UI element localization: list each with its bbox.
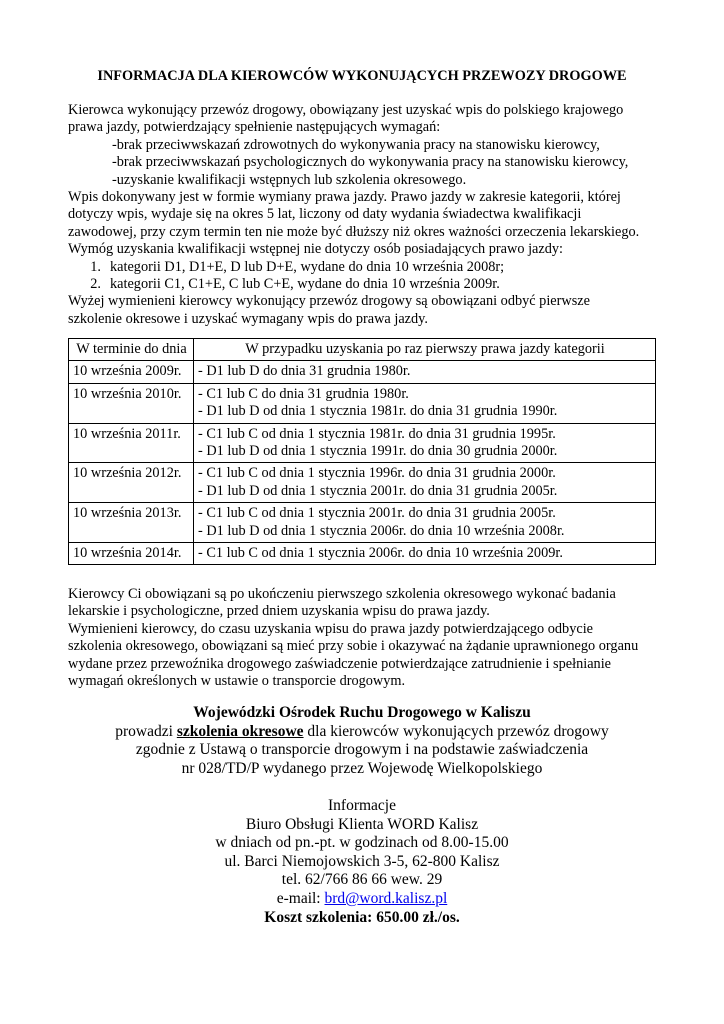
- email-label: e-mail:: [276, 889, 325, 907]
- requirement-item: -brak przeciwwskazań psychologicznych do wykonywania pracy na stanowisku kierowcy,: [112, 154, 629, 171]
- intro-line: prawa jazdy, potwierdzający spełnienie następujących wymagań:: [68, 119, 441, 136]
- paragraph-line: Wymienieni kierowcy, do czasu uzyskania wpisu do prawa jazdy potwierdzającego odbycie: [68, 620, 594, 637]
- paragraph-line: lekarskie i psychologiczne, przed dniem uzyskania wpisu do prawa jazdy.: [68, 603, 490, 620]
- paragraph-line: Kierowcy Ci obowiązani są po ukończeniu pierwszego szkolenia okresowego wykonać badania: [68, 586, 616, 602]
- exemption-list: [68, 259, 668, 294]
- exemption-number: 2.: [90, 276, 101, 293]
- office-email-line: [68, 890, 656, 909]
- table-header-row: [69, 339, 656, 361]
- category-line: - C1 lub C od dnia 1 stycznia 1981r. do dnia 31 grudnia 1995r.: [198, 425, 556, 442]
- row-date: 10 września 2014r.: [69, 543, 194, 565]
- table-row: [69, 423, 656, 463]
- row-categories: [194, 543, 656, 565]
- paragraph-line: wymagań określonych w ustawie o transporcie drogowym.: [68, 673, 406, 690]
- category-line: - C1 lub C do dnia 31 grudnia 1980r.: [198, 385, 409, 402]
- row-date: 10 września 2010r.: [69, 383, 194, 423]
- paragraph-line: Wpis dokonywany jest w formie wymiany prawa jazdy. Prawo jazdy w zakresie kategorii, której: [68, 189, 621, 206]
- row-categories: [194, 361, 656, 383]
- column-header-date: W terminie do dnia: [69, 339, 194, 361]
- row-categories: [194, 383, 656, 423]
- requirement-item: -uzyskanie kwalifikacji wstępnych lub szkolenia okresowego.: [112, 171, 467, 188]
- paragraph-line: szkolenia okresowego, obowiązani są mieć przy sobie i okazywać na żądanie uprawnionego organu: [68, 638, 639, 655]
- office-name: Biuro Obsługi Klienta WORD Kalisz: [245, 815, 479, 833]
- paragraph-line: Wyżej wymienieni kierowcy wykonujący przewóz drogowy są obowiązani odbyć pierwsze: [68, 293, 590, 310]
- table-row: [69, 383, 656, 423]
- table-row: [69, 463, 656, 503]
- table-row: [69, 543, 656, 565]
- training-prefix: prowadzi: [115, 722, 177, 740]
- category-line: - D1 lub D od dnia 1 stycznia 2006r. do dnia 10 września 2008r.: [198, 522, 565, 539]
- category-line: - D1 lub D do dnia 31 grudnia 1980r.: [198, 363, 411, 380]
- category-line: - D1 lub D od dnia 1 stycznia 2001r. do dnia 31 grudnia 2005r.: [198, 482, 558, 499]
- paragraph-line: Wymóg uzyskania kwalifikacji wstępnej nie dotyczy osób posiadających prawo jazdy:: [68, 241, 564, 258]
- organization-name: Wojewódzki Ośrodek Ruchu Drogowego w Kaliszu: [193, 704, 531, 721]
- word-info-block: [68, 704, 656, 927]
- paragraph-line: dotyczy wpis, wydaje się na okres 5 lat, liczony od daty wydania świadectwa kwalifikacji: [68, 206, 582, 223]
- schedule-table: [68, 338, 656, 565]
- table-row: [69, 361, 656, 383]
- office-address: ul. Barci Niemojowskich 3-5, 62-800 Kalisz: [224, 852, 500, 870]
- office-phone: tel. 62/766 86 66 wew. 29: [281, 871, 443, 889]
- row-date: 10 września 2012r.: [69, 463, 194, 503]
- email-link[interactable]: brd@word.kalisz.pl: [324, 889, 448, 907]
- category-line: - C1 lub C od dnia 1 stycznia 2001r. do dnia 31 grudnia 2005r.: [198, 505, 556, 522]
- paragraph-line: wydane przez przewoźnika drogowego zaświadczenie potwierdzające zatrudnienie i spełnianie: [68, 655, 612, 672]
- training-line: [68, 723, 656, 742]
- spacer: [68, 778, 656, 797]
- row-categories: [194, 423, 656, 463]
- document-title: INFORMACJA DLA KIEROWCÓW WYKONUJĄCYCH PRZEWOZY DROGOWE: [97, 68, 627, 84]
- exemption-number: 1.: [90, 258, 101, 275]
- info-heading: Informacje: [328, 796, 396, 814]
- exemption-item: [68, 259, 668, 276]
- category-line: - D1 lub D od dnia 1 stycznia 1991r. do dnia 30 grudnia 2000r.: [198, 443, 558, 460]
- legal-basis-line: zgodnie z Ustawą o transporcie drogowym i na podstawie zaświadczenia: [135, 741, 589, 759]
- category-line: - C1 lub C od dnia 1 stycznia 1996r. do dnia 31 grudnia 2000r.: [198, 465, 556, 482]
- certificate-line: nr 028/TD/P wydanego przez Wojewodę Wielkopolskiego: [181, 759, 543, 777]
- exemption-item: [68, 276, 668, 293]
- paragraph-line: zawodowej, przy czym termin ten nie może być dłuższy niż okres ważności orzeczenia lekarskiego.: [68, 223, 640, 240]
- row-categories: [194, 463, 656, 503]
- office-hours: w dniach od pn.-pt. w godzinach od 8.00-15.00: [215, 834, 509, 852]
- paragraph-line: szkolenie okresowe i uzyskać wymagany wpis do prawa jazdy.: [68, 310, 428, 327]
- exemption-text: kategorii C1, C1+E, C lub C+E, wydane do dnia 10 września 2009r.: [110, 276, 500, 293]
- category-line: - D1 lub D od dnia 1 stycznia 1981r. do dnia 31 grudnia 1990r.: [198, 403, 558, 420]
- after-table-section: [68, 586, 668, 690]
- table-row: [69, 503, 656, 543]
- training-cost: Koszt szkolenia: 650.00 zł./os.: [264, 908, 460, 926]
- intro-section: [68, 102, 668, 328]
- intro-line: Kierowca wykonujący przewóz drogowy, obowiązany jest uzyskać wpis do polskiego krajowego: [68, 102, 624, 118]
- training-suffix: dla kierowców wykonujących przewóz drogowy: [303, 722, 609, 740]
- row-categories: [194, 503, 656, 543]
- category-line: - C1 lub C od dnia 1 stycznia 2006r. do dnia 10 września 2009r.: [198, 545, 563, 562]
- row-date: 10 września 2009r.: [69, 361, 194, 383]
- column-header-category: W przypadku uzyskania po raz pierwszy prawa jazdy kategorii: [194, 339, 656, 361]
- training-emphasis: szkolenia okresowe: [176, 722, 304, 740]
- row-date: 10 września 2011r.: [69, 423, 194, 463]
- exemption-text: kategorii D1, D1+E, D lub D+E, wydane do dnia 10 września 2008r;: [110, 258, 505, 275]
- row-date: 10 września 2013r.: [69, 503, 194, 543]
- requirement-item: -brak przeciwwskazań zdrowotnych do wykonywania pracy na stanowisku kierowcy,: [112, 136, 600, 153]
